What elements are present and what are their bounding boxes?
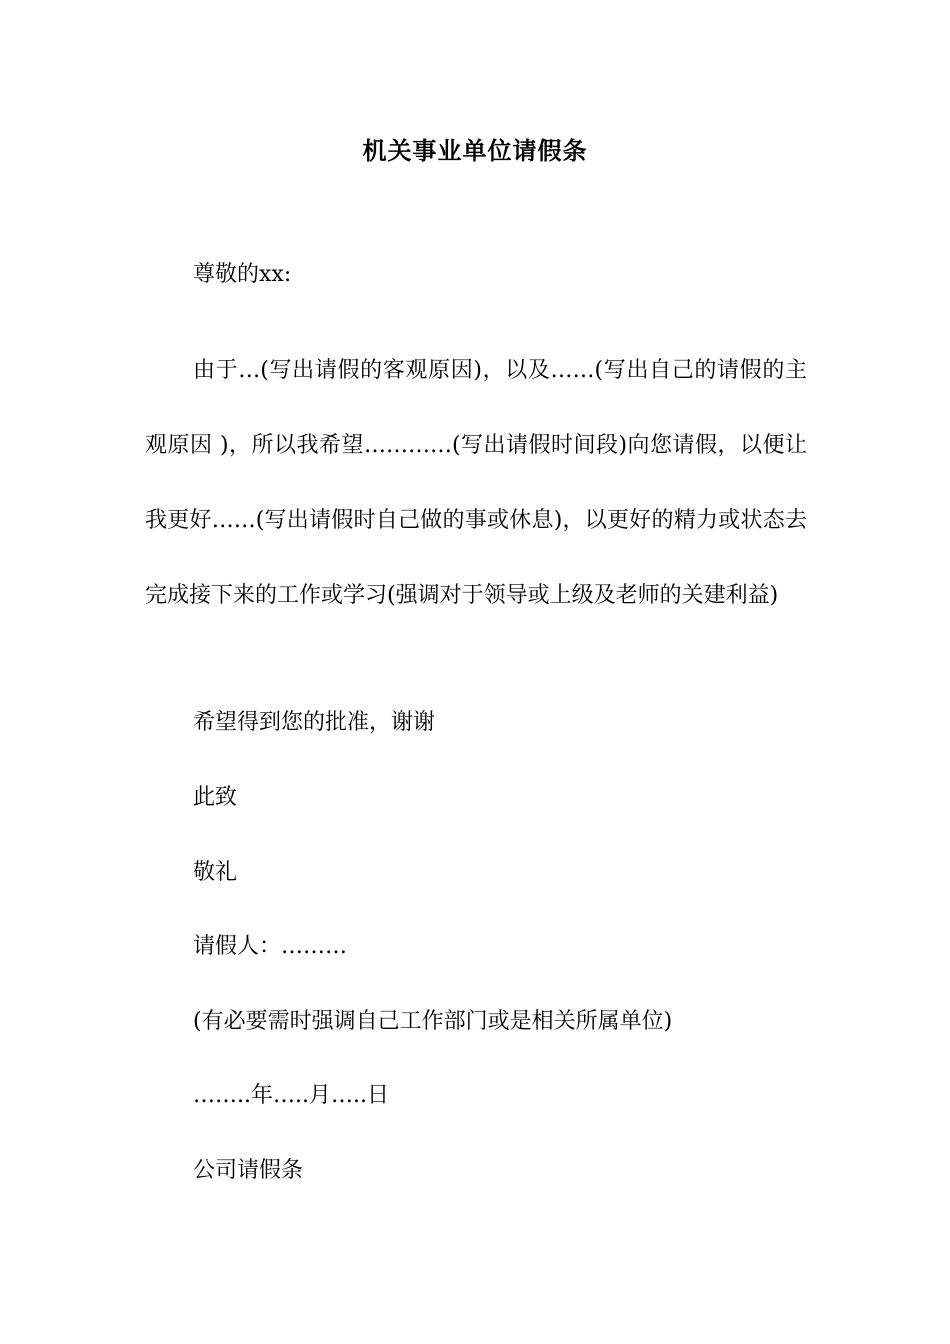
body-paragraph: 由于…(写出请假的客观原因)，以及……(写出自己的请假的主观原因 )，所以我希望…………(写出请假时间段)向您请假，以便让我更好……(写出请假时自己做的事或休息)，以更好的精力或状态去完成接下来的工作或学习(强调对于领导或上级及老师的关建利益)	[145, 358, 807, 608]
date-line: ……..年…..月…..日	[193, 1083, 389, 1108]
closing-request: 希望得到您的批准，谢谢	[193, 710, 436, 735]
department-note: (有必要需时强调自己工作部门或是相关所属单位)	[193, 1009, 673, 1034]
document-title: 机关事业单位请假条	[362, 136, 588, 165]
salutation: 尊敬的xx:	[193, 262, 292, 287]
closing-jing-li: 敬礼	[193, 860, 238, 885]
next-heading: 公司请假条	[193, 1158, 304, 1183]
applicant-line: 请假人：………	[193, 934, 348, 959]
closing-ci-zhi: 此致	[193, 785, 238, 810]
